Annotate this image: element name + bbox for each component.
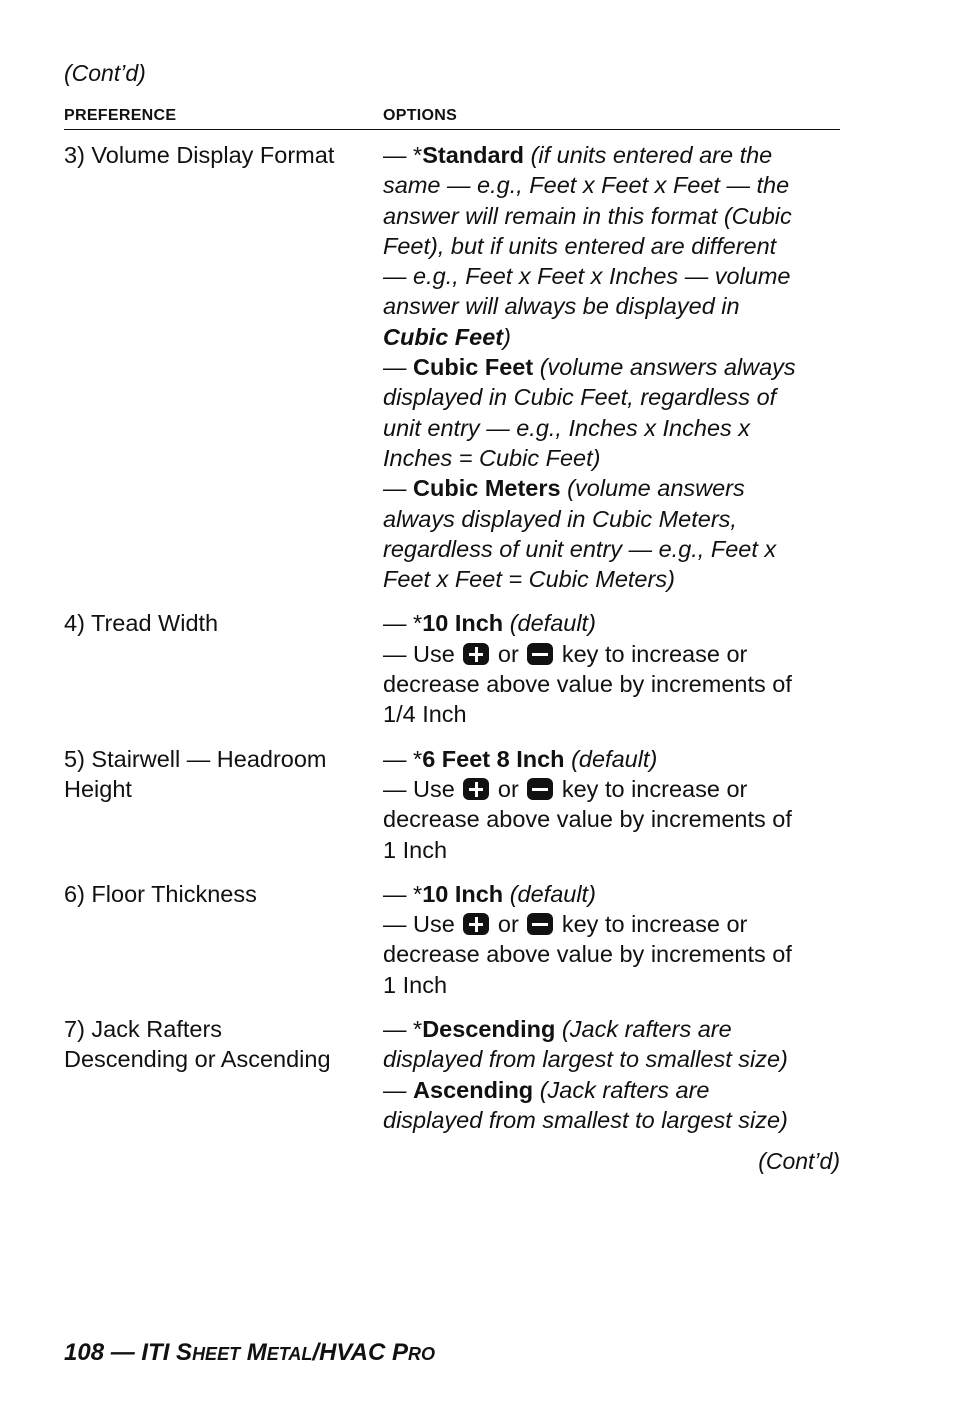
minus-key-icon [527,913,553,935]
option-line: — Cubic Feet (volume answers always [383,354,796,381]
preferences-table [64,140,840,1149]
plus-key-icon [463,643,489,665]
option-line: displayed from smallest to largest size) [383,1106,788,1133]
option-line: Feet x Feet = Cubic Meters) [383,566,675,593]
option-line: — Use or key to increase or [383,911,748,938]
option-line: always displayed in Cubic Meters, [383,505,737,532]
option-line: answer will remain in this format (Cubic [383,202,792,229]
option-line: — *Standard (if units entered are the [383,142,773,168]
preference-cell [64,744,383,865]
preference-cell [64,608,383,729]
option-line: regardless of unit entry — e.g., Feet x [383,535,777,562]
option-line: — Use or key to increase or [383,775,748,802]
option-line: — Cubic Meters (volume answers [383,475,745,502]
contd-bottom: (Cont’d) [758,1148,840,1174]
option-line: decrease above value by increments of [383,806,792,833]
option-line: — *10 Inch (default) [383,610,596,637]
options-cell [383,608,840,729]
preference-label: 6) Floor Thickness [64,880,257,907]
minus-key-icon [527,778,553,800]
table-row-tread-width [64,608,840,729]
option-line: Feet), but if units entered are different [383,232,777,259]
options-cell [383,1014,840,1135]
table-row-stairwell-headroom-height [64,744,840,865]
option-line: — *10 Inch (default) [383,880,596,907]
option-line: displayed in Cubic Feet, regardless of [383,384,777,411]
contd-top: (Cont’d) [64,60,146,86]
page-footer: 108 — ITI SHEET METAL/HVAC PRO [64,1339,435,1366]
column-header-preference: PREFERENCE [64,107,177,124]
table-row-floor-thickness [64,879,840,1000]
table-row-volume-display-format [64,140,840,594]
option-line: — *6 Feet 8 Inch (default) [383,745,658,772]
preference-label: 5) Stairwell — Headroom [64,745,327,772]
option-line: decrease above value by increments of [383,941,792,968]
preference-label: Descending or Ascending [64,1046,331,1073]
option-line: displayed from largest to smallest size) [383,1046,788,1073]
option-line: 1/4 Inch [383,701,467,728]
option-line: unit entry — e.g., Inches x Inches x [383,414,751,441]
table-row-jack-rafters [64,1014,840,1135]
preference-label: 4) Tread Width [64,610,219,637]
preference-label: Height [64,775,132,802]
options-cell [383,879,840,1000]
option-line: same — e.g., Feet x Feet x Feet — the [383,172,790,199]
minus-key-icon [527,643,553,665]
option-line: answer will always be displayed in [383,293,740,320]
preference-label: 7) Jack Rafters [64,1016,223,1043]
preference-cell [64,879,383,1000]
plus-key-icon [463,778,489,800]
plus-key-icon [463,913,489,935]
preference-cell [64,140,383,594]
option-line: Inches = Cubic Feet) [383,444,601,471]
option-line: decrease above value by increments of [383,671,792,698]
preference-label: 3) Volume Display Format [64,142,335,168]
column-header-options: OPTIONS [383,107,458,124]
options-cell [383,744,840,865]
option-line: — Ascending (Jack rafters are [383,1076,710,1103]
option-line: — *Descending (Jack rafters are [383,1016,732,1043]
preference-cell [64,1014,383,1135]
option-line: 1 Inch [383,836,448,863]
option-line: Cubic Feet) [383,323,511,350]
options-cell [383,140,840,594]
option-line: 1 Inch [383,971,448,998]
option-line: — Use or key to increase or [383,640,748,667]
header-rule [64,129,840,130]
option-line: — e.g., Feet x Feet x Inches — volume [383,263,791,290]
